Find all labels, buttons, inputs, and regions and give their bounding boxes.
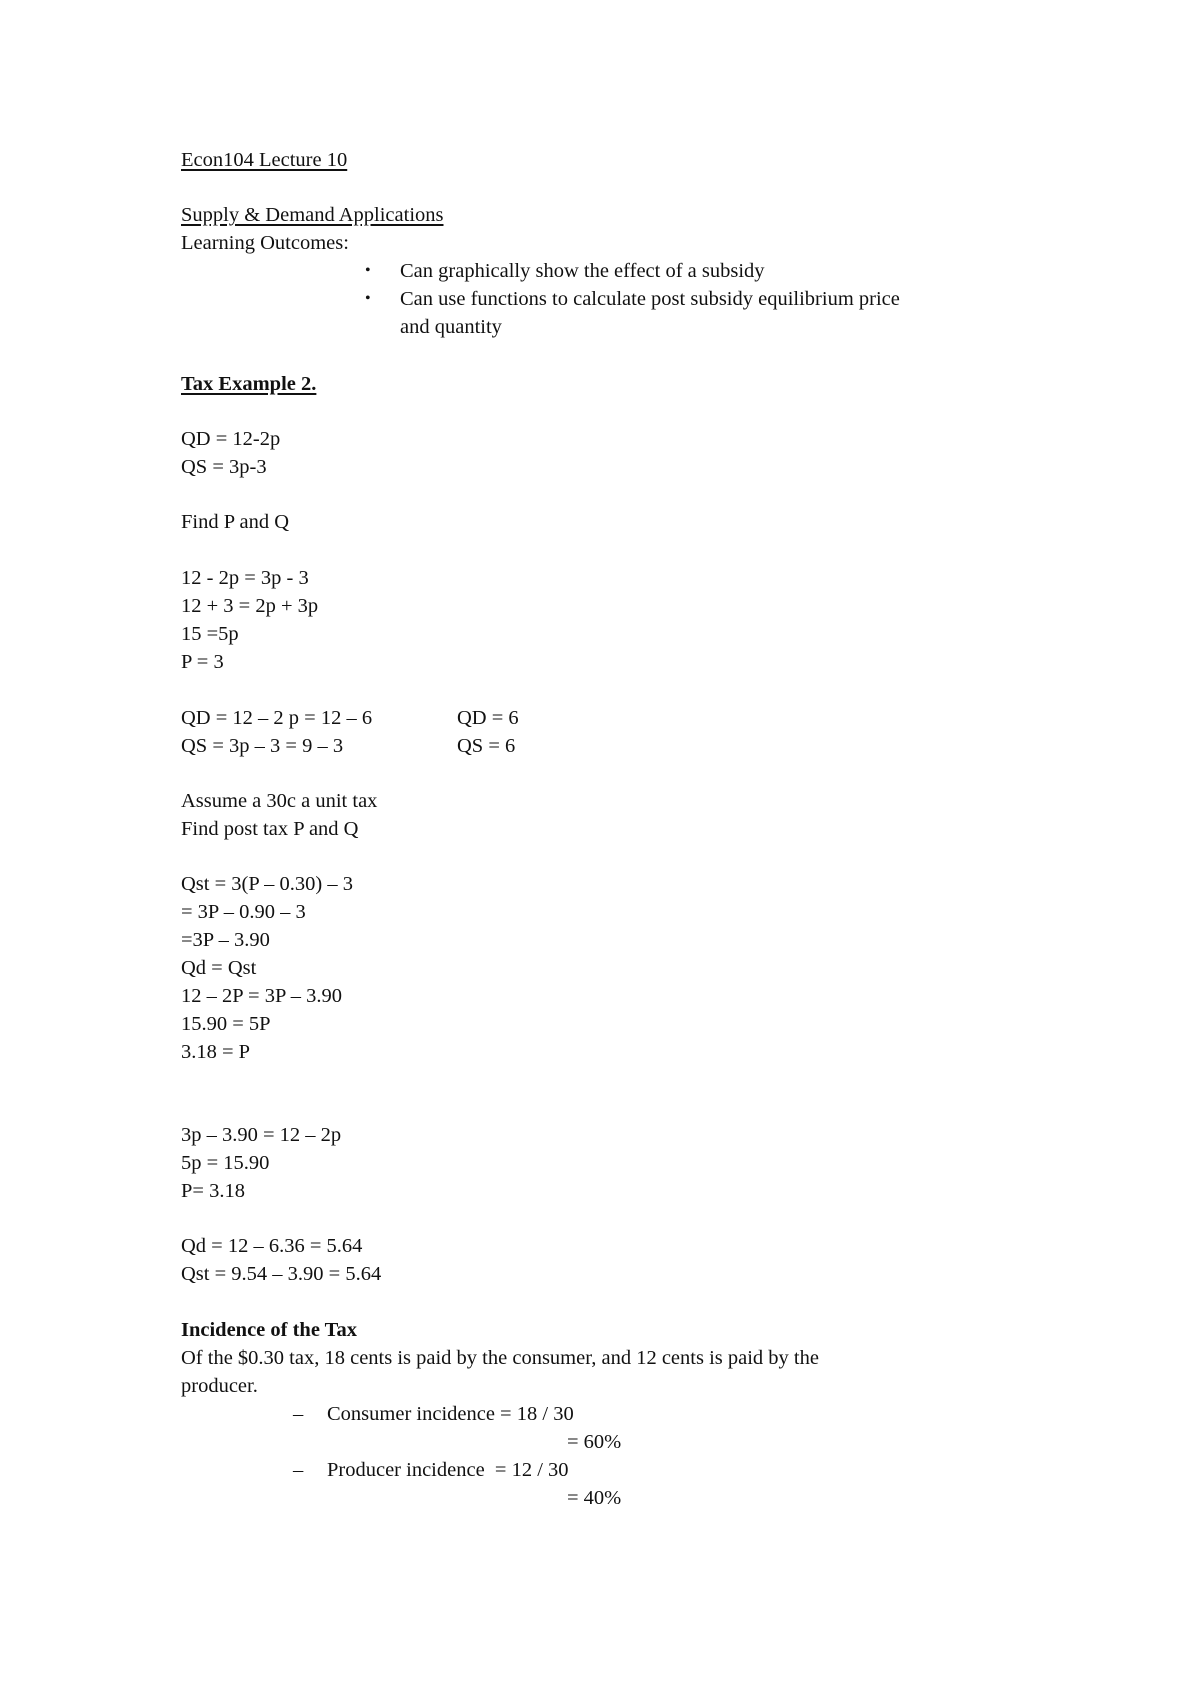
dash-bullet-icon: –: [293, 1403, 304, 1425]
equation-line: 3.18 = P: [181, 1041, 251, 1063]
equation-line: Qst = 3(P – 0.30) – 3: [181, 873, 353, 895]
incidence-item: Consumer incidence = 18 / 30: [327, 1403, 574, 1425]
bullet-icon: •: [365, 290, 371, 307]
learning-outcomes-label: Learning Outcomes:: [181, 232, 349, 254]
dash-bullet-icon: –: [293, 1459, 304, 1481]
incidence-result: = 60%: [567, 1431, 622, 1453]
equation-line: QS = 3p-3: [181, 456, 267, 478]
equation-line: Qst = 9.54 – 3.90 = 5.64: [181, 1263, 382, 1285]
equation-line: 5p = 15.90: [181, 1152, 270, 1174]
instruction-line: Find post tax P and Q: [181, 818, 359, 840]
incidence-item: Producer incidence = 12 / 30: [327, 1459, 569, 1481]
equation-line: 12 - 2p = 3p - 3: [181, 567, 309, 589]
equation-line: Qd = 12 – 6.36 = 5.64: [181, 1235, 363, 1257]
instruction-line: Find P and Q: [181, 511, 290, 533]
section-heading: Supply & Demand Applications: [181, 204, 444, 226]
equation-line: QD = 12-2p: [181, 428, 281, 450]
equation-line: P = 3: [181, 651, 224, 673]
outcome-item: Can use functions to calculate post subsidy equilibrium price: [400, 288, 900, 310]
equation-line: P= 3.18: [181, 1180, 245, 1202]
equation-line: 15 =5p: [181, 623, 239, 645]
equation-line: 12 + 3 = 2p + 3p: [181, 595, 319, 617]
equation-result: QS = 6: [457, 735, 516, 757]
instruction-line: Assume a 30c a unit tax: [181, 790, 378, 812]
outcome-item: Can graphically show the effect of a subsidy: [400, 260, 765, 282]
incidence-heading: Incidence of the Tax: [181, 1319, 357, 1341]
bullet-icon: •: [365, 262, 371, 279]
equation-line: 12 – 2P = 3P – 3.90: [181, 985, 342, 1007]
incidence-text: producer.: [181, 1375, 258, 1397]
equation-line: 3p – 3.90 = 12 – 2p: [181, 1124, 342, 1146]
equation-line: =3P – 3.90: [181, 929, 270, 951]
equation-line: = 3P – 0.90 – 3: [181, 901, 306, 923]
equation-line: QS = 3p – 3 = 9 – 3: [181, 735, 344, 757]
equation-line: QD = 12 – 2 p = 12 – 6: [181, 707, 373, 729]
outcome-item-continuation: and quantity: [400, 316, 502, 338]
lecture-title: Econ104 Lecture 10: [181, 149, 348, 171]
tax-example-heading: Tax Example 2.: [181, 373, 317, 395]
equation-result: QD = 6: [457, 707, 519, 729]
incidence-result: = 40%: [567, 1487, 622, 1509]
equation-line: Qd = Qst: [181, 957, 257, 979]
equation-line: 15.90 = 5P: [181, 1013, 271, 1035]
incidence-text: Of the $0.30 tax, 18 cents is paid by the consumer, and 12 cents is paid by the: [181, 1347, 819, 1369]
